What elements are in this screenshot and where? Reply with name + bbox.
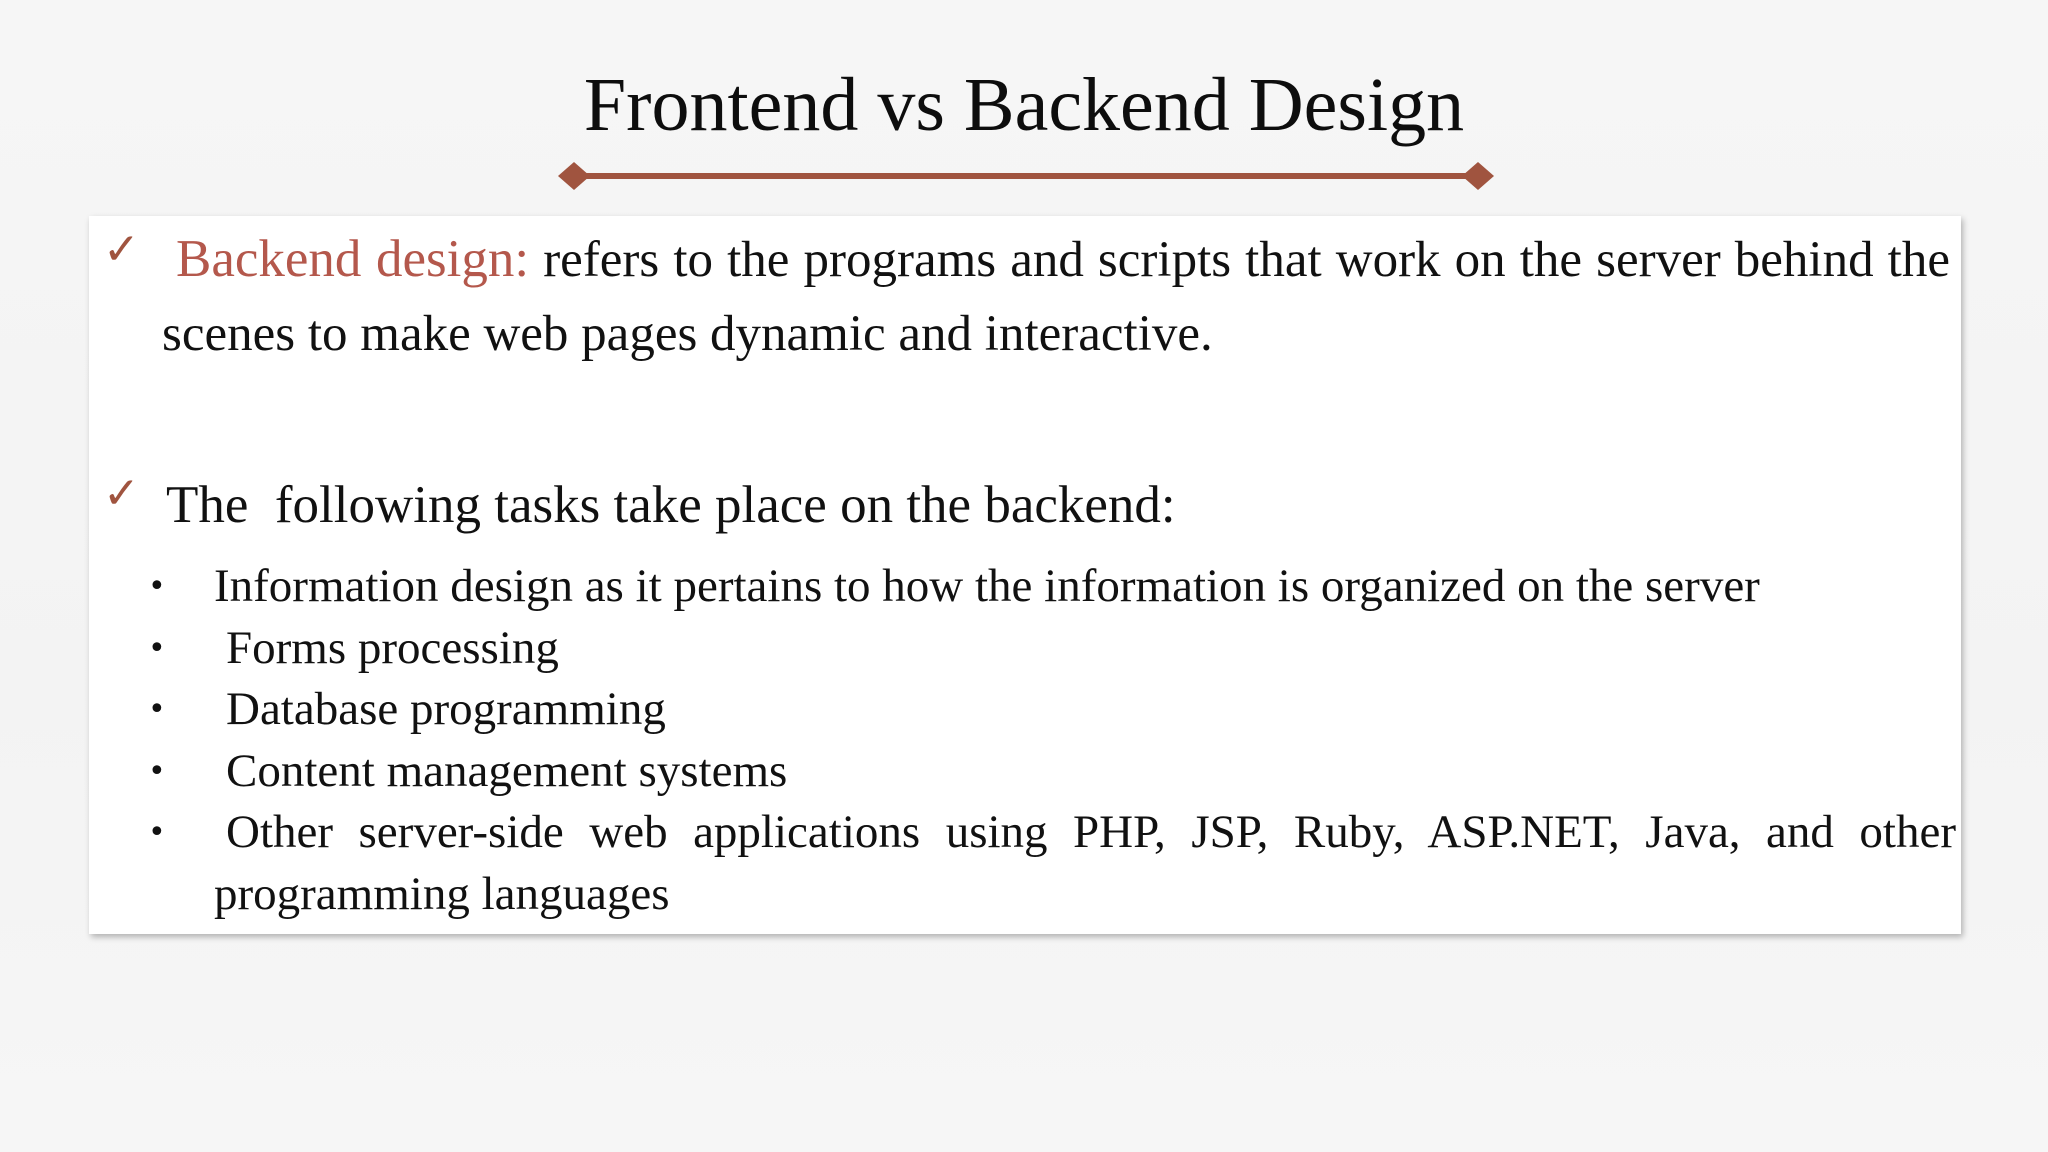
title-underline-divider <box>556 160 1496 192</box>
bullet-icon: • <box>148 630 166 666</box>
list-item: • Content management systems <box>148 741 1956 803</box>
backend-tasks-heading: The following tasks take place on the backend: <box>166 476 1176 534</box>
bullet-icon: • <box>148 815 166 850</box>
list-item: • Database programming <box>148 679 1956 741</box>
slide-title: Frontend vs Backend Design <box>583 63 1465 147</box>
bullet-icon: • <box>148 569 166 604</box>
list-item: • Other server-side web applications using PHP, JSP, Ruby, ASP.NET, Java, and other programming languages <box>148 802 1956 925</box>
backend-definition-text: refers to the programs and scripts that work on the server behind the scenes to make web pages dynamic and interactive. <box>162 232 1950 362</box>
bullet-icon: • <box>148 753 166 789</box>
backend-tasks-list <box>148 556 1956 925</box>
backend-design-term: Backend design: <box>176 230 530 288</box>
list-item: • Forms processing <box>148 618 1956 680</box>
checkmark-icon: ✓ <box>103 224 140 275</box>
list-item: • Information design as it pertains to how the information is organized on the server <box>148 556 1956 618</box>
checkmark-icon: ✓ <box>103 468 140 519</box>
bullet-icon: • <box>148 692 166 727</box>
backend-definition <box>162 222 1950 371</box>
